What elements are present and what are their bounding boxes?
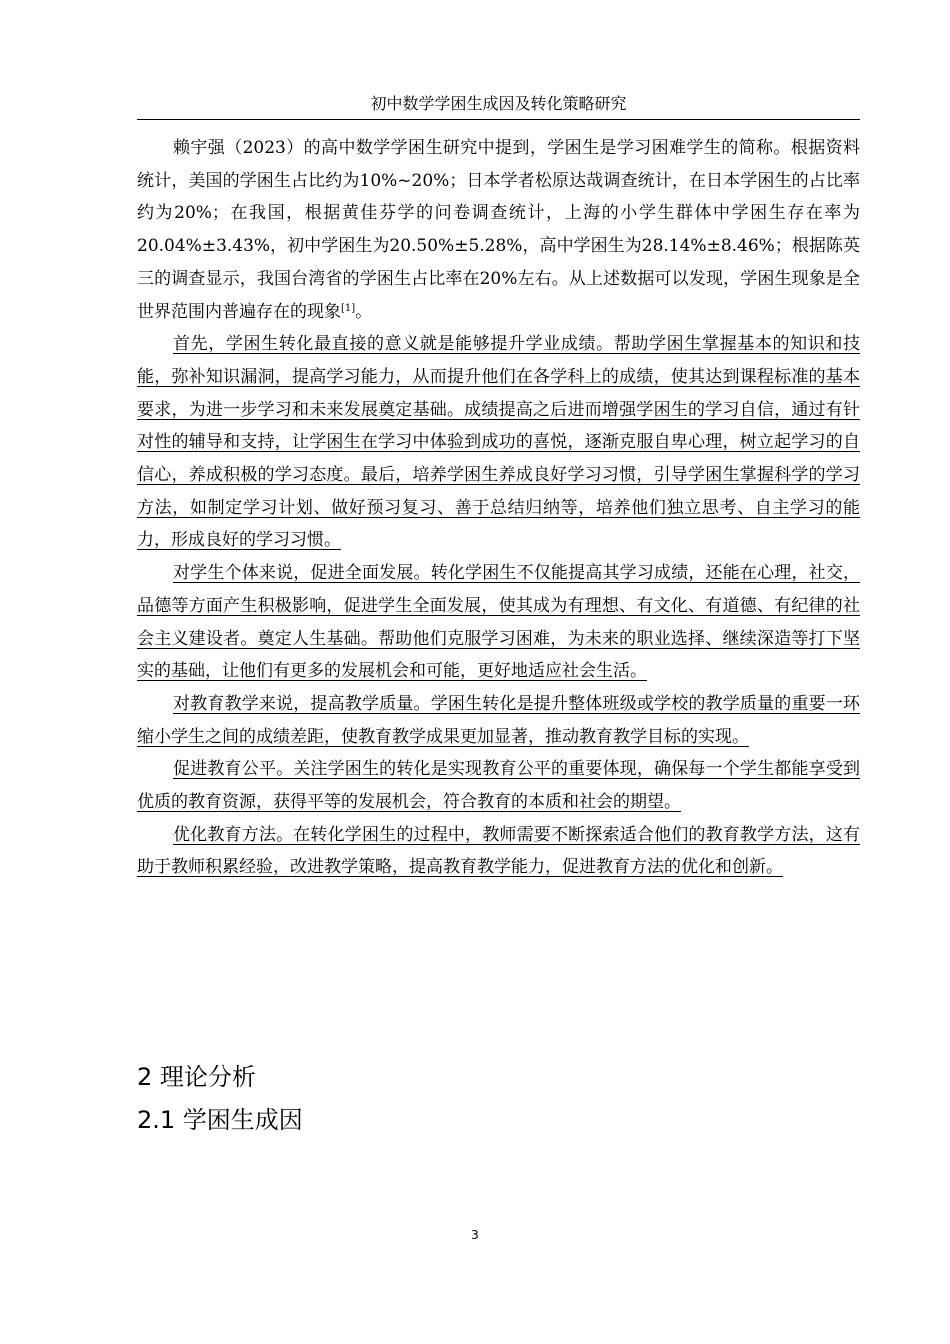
header-rule	[137, 119, 860, 120]
paragraph-individual-development	[137, 557, 860, 688]
section-heading: 2 理论分析	[137, 1063, 256, 1091]
paragraph-statistics-end: 。	[355, 301, 373, 322]
paragraph-education-equity	[137, 753, 860, 818]
paragraph-statistics-text: 赖宇强（2023）的高中数学学困生研究中提到，学困生是学习困难学生的简称。根据资料统计，美国的学困生占比约为10%~20%；日本学者松原达哉调查统计，在日本学困生的占比率约为20%；在我国，根据黄佳芬学的问卷调查统计，上海的小学生群体中学困生存在率为20.04%±3.43%，初中学困生为20.50%±5.28%，高中学困生为28.14%±8.46%；根据陈英三的调查显示，我国台湾省的学困生占比率在20%左右。从上述数据可以发现，学困生现象是全世界范围内普遍存在的现象	[137, 138, 860, 322]
paragraph-individual-development-text: 对学生个体来说，促进全面发展。转化学困生不仅能提高其学习成绩，还能在心理，社交，品德等方面产生积极影响，促进学生全面发展，使其成为有理想、有文化、有道德、有纪律的社会主义建设者。奠定人生基础。帮助他们克服学习困难，为未来的职业选择、继续深造等打下坚实的基础，让他们有更多的发展机会和可能，更好地适应社会生活。	[137, 563, 860, 682]
paragraph-education-equity-text: 促进教育公平。关注学困生的转化是实现教育公平的重要体现，确保每一个学生都能享受到优质的教育资源，获得平等的发展机会，符合教育的本质和社会的期望。	[137, 759, 860, 813]
running-header: 初中数学学困生成因及转化策略研究	[370, 94, 627, 113]
paragraph-academic-improvement-text: 首先，学困生转化最直接的意义就是能够提升学业成绩。帮助学困生掌握基本的知识和技能，弥补知识漏洞，提高学习能力，从而提升他们在各学科上的成绩，使其达到课程标准的基本要求，为进一步学习和未来发展奠定基础。成绩提高之后进而增强学困生的学习自信，通过有针对性的辅导和支持，让学困生在学习中体验到成功的喜悦，逐渐克服自卑心理，树立起学习的自信心，养成积极的学习态度。最后，培养学困生养成良好学习习惯，引导学困生掌握科学的学习方法，如制定学习计划、做好预习复习、善于总结归纳等，培养他们独立思考、自主学习的能力，形成良好的学习习惯。	[137, 334, 860, 551]
paragraph-teaching-quality	[137, 688, 860, 753]
paragraph-teaching-quality-text: 对教育教学来说，提高教学质量。学困生转化是提升整体班级或学校的教学质量的重要一环缩小学生之间的成绩差距，使教育教学成果更加显著，推动教育教学目标的实现。	[137, 693, 860, 747]
page-number: 3	[471, 1228, 479, 1242]
citation-marker: [1]	[341, 302, 356, 314]
paragraph-teaching-methods-text: 优化教育方法。在转化学困生的过程中，教师需要不断探索适合他们的教育教学方法，这有助于教师积累经验，改进教学策略，提高教育教学能力，促进教育方法的优化和创新。	[137, 824, 860, 878]
subsection-heading: 2.1 学困生成因	[137, 1106, 303, 1134]
paragraph-teaching-methods	[137, 819, 860, 884]
paragraph-statistics	[137, 132, 860, 328]
body-text	[137, 132, 860, 884]
paragraph-academic-improvement	[137, 328, 860, 557]
